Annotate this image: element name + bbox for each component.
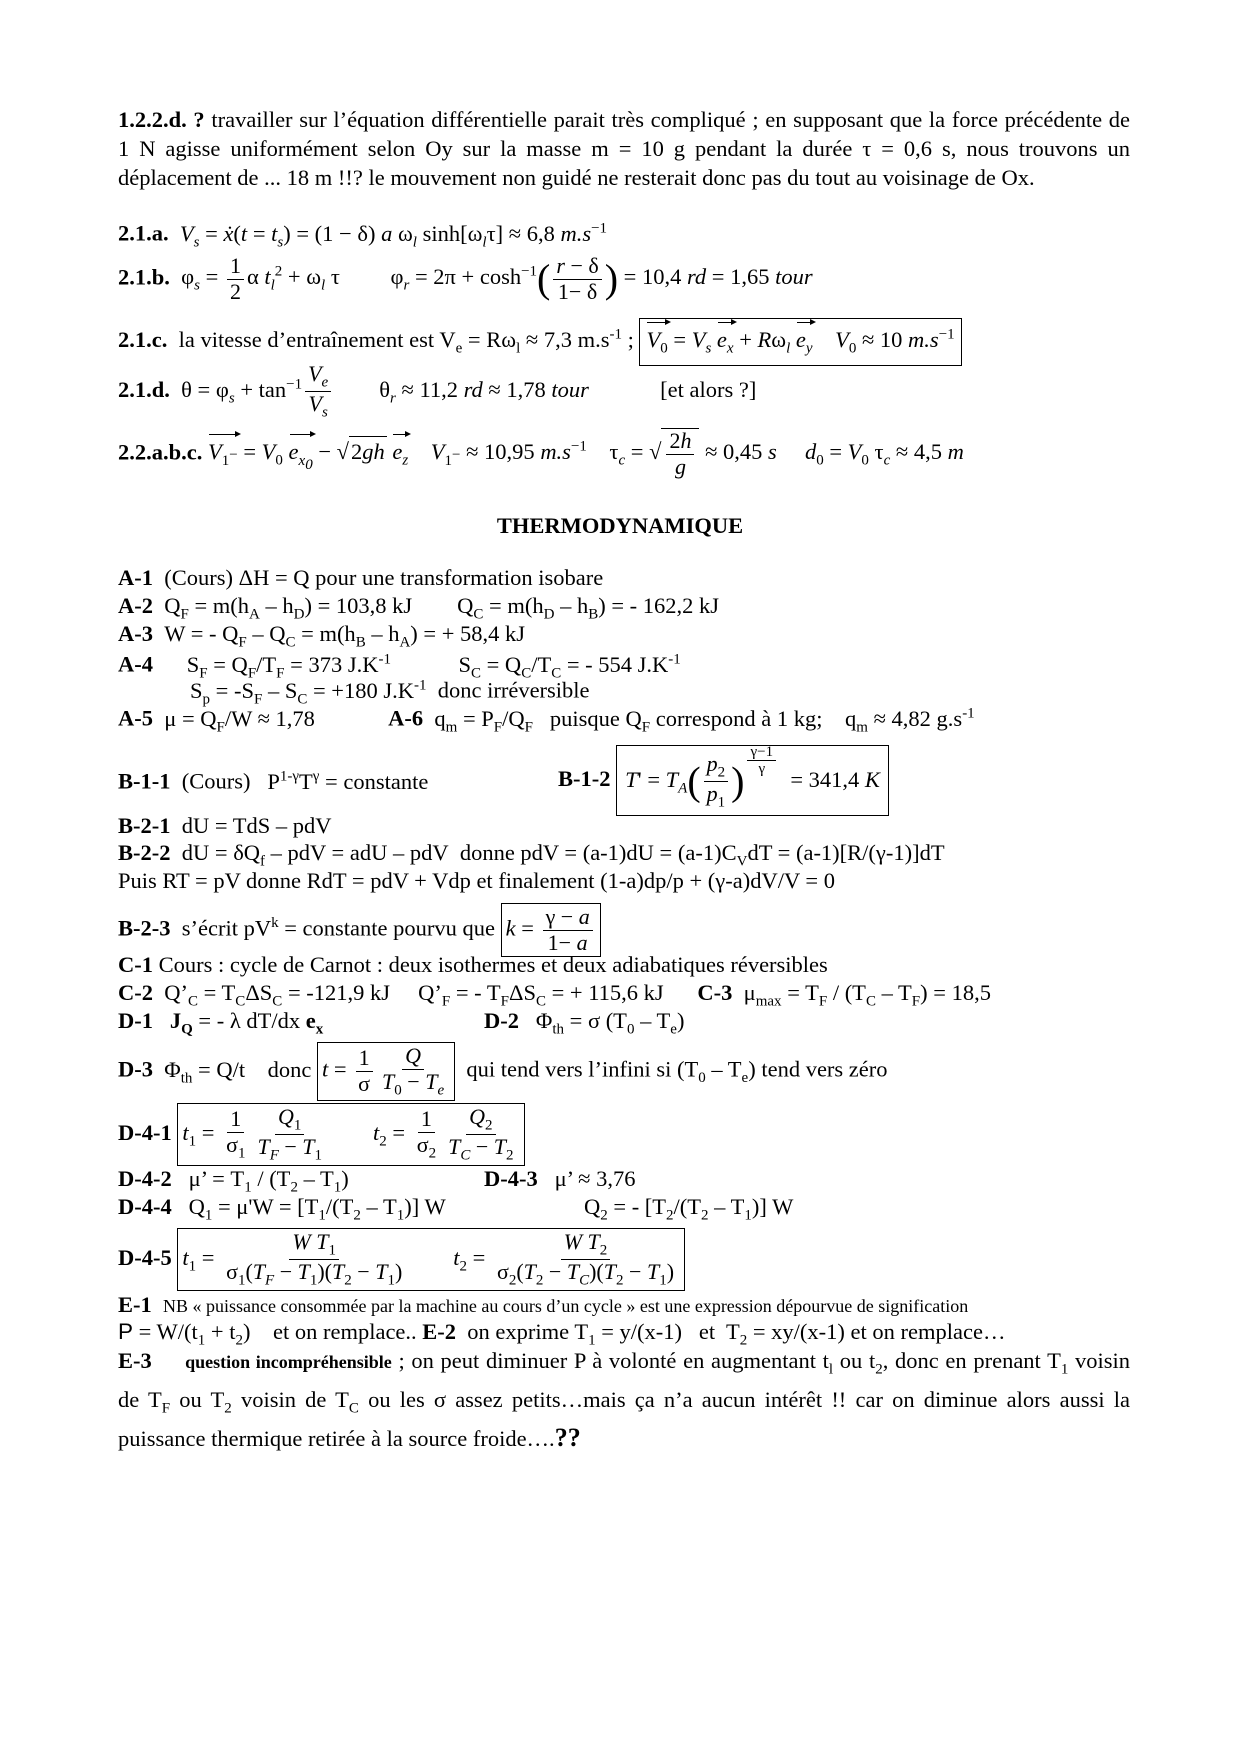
boxed-formula-D-4-5: $t_1$ = $\frac{W T_1}{\sigma_1(T_F - T_1)(T_2 - T_1)}$ $t_2$ = $\frac{W T_2}{\sigma_2(T_2 - T_C)(T_2 - T_1)}$ [177, 1228, 685, 1291]
formula-A-5: $\mu = Q_F/W \approx 1,78$ [164, 705, 315, 735]
line-C-1 [118, 950, 828, 979]
text-D-4-3: μ’ ≈ 3,76 [554, 1166, 636, 1191]
label-E-3: E-3 [118, 1348, 152, 1373]
formula-A-4b: $S_p = -S_F - S_C = +180$ $J.K^{-1}$ [190, 677, 427, 707]
line-B-1-1 [118, 762, 428, 796]
label-A-5: A-5 [118, 705, 153, 731]
text-E-3e: ou T [179, 1386, 225, 1412]
line-B-2-3: B-2-3 s’écrit $pV^k$ = constante pourvu que k = $\frac{\gamma - a}{1- a}$ [118, 903, 601, 957]
text-E-3f: voisin de T [240, 1386, 349, 1412]
text-B-2-3b: = constante pourvu que [284, 915, 495, 941]
text-D-3: qui tend vers l’infini si (T [466, 1056, 699, 1082]
boxed-formula-V0: $V_0 = V_s$ $e_x + R\omega_l$ $e_y$ $V_0 \approx 10$ $m.s^{-1}$ [639, 318, 961, 366]
formula-2-1-d: $\theta = \varphi_s + \tan^{-1}$ $\frac{V_e}{V_s}$ $\theta_r \approx 11,2$ rd ≈ 1,78 tour [175, 361, 589, 421]
text-2-1-c: la vitesse d’entraînement est $V_e = R\omega_l \approx 7,3$ $m.s^{-1}$ ; [178, 326, 634, 357]
label-D-3: D-3 [118, 1056, 153, 1082]
label-2-1-c: 2.1.c. [118, 326, 168, 352]
line-B-2-2-cont: Puis RT = pV donne RdT = pdV + Vdp et finalement (1-a)dp/p + (γ-a)dV/V = 0 [118, 868, 835, 893]
formula-A-6: $q_m = P_F/Q_F$ puisque $Q_F$ correspond à 1 kg; $q_m \approx 4,82$ $g.s^{-1}$ [428, 705, 975, 735]
formula-A-4: $S_F = Q_F/T_F = 373$ $J.K^{-1}$ $S_C = Q_C/T_C$ = - 554 $J.K^{-1}$ [158, 651, 681, 681]
text-C-1: Cours : cycle de Carnot : deux isothermes et deux adiabatiques réversibles [158, 952, 828, 977]
note-2-1-d: [et alors ?] [660, 376, 757, 402]
formula-A-2: $Q_F = m(h_A - h_D) = 103,8$ kJ $Q_C = m(h_D - h_B)$ = - 162,2 kJ [158, 593, 720, 623]
label-D-4-5: D-4-5 [118, 1244, 172, 1270]
formula-E-1: $P = W/(t_1 + t_2)$ [118, 1319, 268, 1349]
line-D-4-5 [118, 1228, 685, 1291]
label-D-4-2: D-4-2 [118, 1166, 172, 1191]
text-E-3d: voisin de T [118, 1348, 1131, 1412]
label-2-1-d: 2.1.d. [118, 376, 170, 402]
formula-B-2-2: dU = $\delta Q_f$ – pdV = adU – pdV donne pdV = $(a-1)dU = (a-1)C_VdT = (a-1)[R/(\gamma-1)]dT$ [176, 840, 945, 870]
label-D-4-1: D-4-1 [118, 1119, 172, 1145]
line-D-2 [484, 1006, 684, 1045]
boxed-formula-D-3: t = $\frac{1}{\sigma}$ $\frac{Q}{T_0 - T_e}$ [317, 1042, 455, 1101]
text-A-1: (Cours) ΔH = Q pour une transformation isobare [164, 565, 604, 590]
text-A-6: puisque Q [549, 705, 642, 731]
text-E-1-tail: et on remplace.. [272, 1319, 417, 1344]
text-B-2-1: dU = TdS – pdV [181, 813, 332, 838]
formula-2-2: $V_{1^-} = V_0$ $e_{x_0} - √2gh$ $e_z$ $V_{1^-} \approx 10,95$ $m.s^{-1}$ $\tau_c$ = √ $\frac{2h}{g}$ ≈ 0,45 s $d_0 = V_0$ $\tau_c \approx 4,5$ m [208, 428, 964, 479]
label-E-2: E-2 [422, 1319, 457, 1344]
text-E-2: et on remplace… [850, 1319, 1006, 1344]
label-A-6: A-6 [388, 705, 424, 731]
formula-D-3a: $\Phi_{th} = Q/t$ donc [158, 1056, 312, 1087]
formula-2-1-b: $\varphi_s$ = $\frac{1}{2}$ α $t_l^2 + \omega_l$ τ $\varphi_r = 2\pi + \cosh^{-1}$( $\frac{r - \delta}{1- \delta}$ ) = 10,4 rd = 1,65 tour [175, 253, 813, 304]
label-A-4: A-4 [118, 651, 153, 677]
label-A-1: A-1 [118, 565, 153, 590]
line-D-1-D-2 [118, 1006, 323, 1045]
text-E-3a: ; on peut diminuer P à volonté en augmentant t [398, 1348, 829, 1373]
formula-E-2: on exprime $T_1 = y/(x-1)$ et $T_2 = xy/(x-1)$ [461, 1319, 851, 1349]
label-B-2-1: B-2-1 [118, 813, 171, 838]
line-2-1-b [118, 254, 813, 304]
text-A-6b: correspond à 1 kg; [655, 705, 823, 731]
label-2-1-a: 2.1.a. [118, 220, 169, 246]
label-B-1-2: B-1-2 [558, 765, 611, 791]
text-1-2-2-d: travailler sur l’équation différentielle parait très compliqué ; en supposant que la force précédente de 1 N agisse uniformément selon Oy sur la masse m = 10 g pendant la durée τ = 0,6 s, nous trouvons un déplacement de ... 18 m !!? le mouvement non guidé ne resterait donc pas du tout au voisinage de Ox. [118, 107, 1131, 190]
formula-C-2: $Q’_C = T_C\Delta S_C = -121,9$ kJ $Q’_F$ = - $T_F\Delta S_C$ = + 115,6 kJ [158, 980, 692, 1010]
line-2-1-c [118, 318, 962, 366]
paragraph-1-2-2-d [118, 105, 1130, 192]
text-E-3c: , donc en prenant T [882, 1348, 1061, 1373]
text-E-3-end: ?? [554, 1423, 581, 1452]
label-D-4-3: D-4-3 [484, 1166, 538, 1191]
label-D-2: D-2 [484, 1008, 519, 1033]
label-C-3: C-3 [697, 980, 733, 1005]
label-A-2: A-2 [118, 593, 153, 618]
line-D-4-3 [484, 1164, 635, 1193]
text-A-4-irrev: donc irréversible [437, 677, 590, 703]
line-D-4-4b [584, 1192, 793, 1231]
formula-D-4-2: μ’ = $T_1 / (T_2 - T_1)$ [177, 1166, 349, 1196]
formula-D-2: $\Phi_{th} = \sigma$ $(T_0 - T_e)$ [524, 1008, 685, 1038]
label-2-2: 2.2.a.b.c. [118, 439, 203, 465]
text-E-3b: ou t [839, 1348, 876, 1373]
label-C-1: C-1 [118, 952, 153, 977]
line-D-3: D-3 $\Phi_{th} = Q/t$ donc t = $\frac{1}{\sigma}$ $\frac{Q}{T_0 - T_e}$ qui tend vers l’infini si $(T_0 - T_e)$ tend vers zéro [118, 1042, 888, 1101]
line-2-2 [118, 428, 964, 480]
label-A-3: A-3 [118, 621, 153, 646]
text-B-1-1: (Cours) [181, 768, 251, 794]
text-E-1: NB « puissance consommée par la machine au cours d’un cycle » est une expression dépourvue de signification [163, 1296, 969, 1316]
formula-D-1: $J_Q$ = - λ dT/dx $e_x$ [169, 1008, 324, 1038]
line-D-4-4 [118, 1192, 446, 1231]
label-B-1-1: B-1-1 [118, 768, 171, 794]
label-D-1: D-1 [118, 1008, 153, 1033]
formula-2-1-a: $V_s$ = ẋ(t = $t_s) = (1 - \delta)$ a $\omega_l$ $\sinh[\omega_l\tau] \approx 6,8$ $m.s^{-1}$ [179, 220, 608, 250]
text-A-5: μ = Q [164, 705, 217, 731]
label-C-2: C-2 [118, 980, 153, 1005]
boxed-formula-D-4-1: $t_1$ = $\frac{1}{\sigma_1}$ $\frac{Q_1}{T_F - T_1}$ $t_2$ = $\frac{1}{\sigma_2}$ $\frac{Q_2}{T_C - T_2}$ [177, 1103, 524, 1166]
text-B-2-3: s’écrit pV [181, 915, 272, 941]
label-B-2-2: B-2-2 [118, 840, 171, 865]
line-2-1-d [118, 362, 756, 421]
section-title: THERMODYNAMIQUE [496, 513, 744, 538]
label-B-2-3: B-2-3 [118, 915, 171, 941]
paragraph-E-3: E-3 question incompréhensible ; on peut diminuer P à volonté en augmentant $t_l$ ou $t_2$, donc en prenant $T_1$ voisin de $T_F$ ou $T_2$ voisin de $T_C$ ou les σ assez petits…mais ça n’a aucun intérêt !! car on diminue alors aussi la puissance thermique retirée à la source froide….?? [118, 1348, 1131, 1452]
line-A-1 [118, 563, 603, 592]
text-E-3g: ou les σ assez petits…mais ça n’a aucun intérêt !! car on diminue alors aussi la puissance thermique retirée à la source froide…. [118, 1386, 1130, 1451]
boxed-formula-B-1-2: $T' = T_A$( $\frac{p_2}{p_1}$ ) $^{\frac{\gamma-1}{\gamma}}$ = 341,4 K [616, 745, 889, 816]
line-B-1-2 [558, 745, 889, 816]
line-D-4-1 [118, 1103, 525, 1166]
formula-C-3: $\mu_{max} = T_F / (T_C - T_F) = 18,5$ [738, 980, 991, 1010]
line-B-2-1 [118, 811, 332, 840]
formula-B-1-1: $P^{1-\gamma}T^\gamma$ = constante [256, 768, 429, 794]
text-E-3-bold: question incompréhensible [185, 1352, 392, 1372]
line-2-1-a [118, 214, 607, 257]
formula-A-3: W = - $Q_F - Q_C = m(h_B - h_A)$ = + 58,4 kJ [158, 621, 526, 651]
line-A-5-A-6 [118, 699, 975, 742]
label-1-2-2-d: 1.2.2.d. ? [118, 107, 205, 132]
formula-D-4-4b: $Q_2$ = - $[T_2/(T_2 - T_1)]$ W [584, 1194, 794, 1224]
boxed-formula-B-2-3: k = $\frac{\gamma - a}{1- a}$ [501, 903, 601, 957]
text-2-1-c-main: la vitesse d’entraînement est V [178, 326, 456, 352]
label-D-4-4: D-4-4 [118, 1194, 172, 1219]
label-E-1: E-1 [118, 1292, 152, 1317]
formula-D-4-4: $Q_1 = \mu'W = [T_1/(T_2 - T_1)]$ W [177, 1194, 446, 1224]
label-2-1-b: 2.1.b. [118, 264, 170, 290]
text-D-3b: ) tend vers zéro [748, 1056, 888, 1082]
